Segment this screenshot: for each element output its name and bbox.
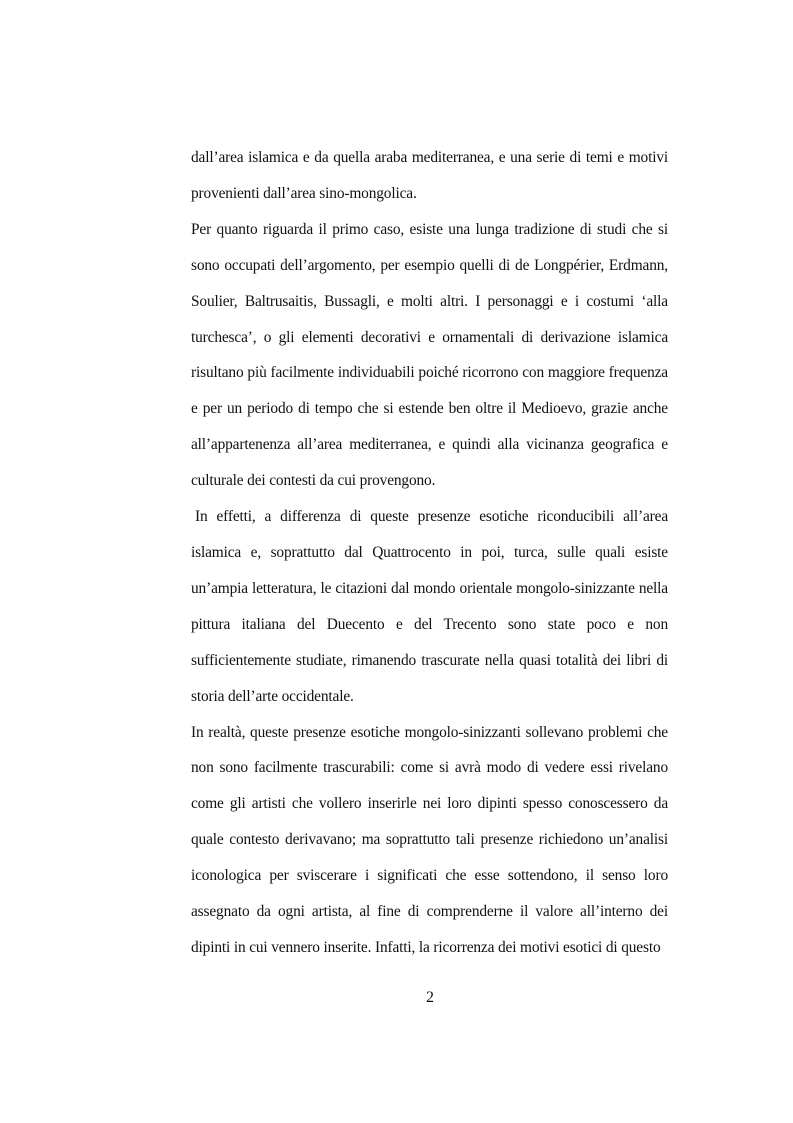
paragraph-continuation: dall’area islamica e da quella araba mediterranea, e una serie di temi e motivi provenienti dall’area sino-mongolica. [191,149,668,202]
paragraph-studies: Per quanto riguarda il primo caso, esiste una lunga tradizione di studi che si sono occupati dell’argomento, per esempio quelli di de Longpérier, Erdmann, Soulier, Baltrusaitis, Bussagli, e molti altri. I personaggi e i costumi ‘alla turchesca’, o gli elementi decorativi e ornamentali di derivazione islamica risultano più facilmente individuabili poiché ricorrono con maggiore frequenza e per un periodo di tempo che si estende ben oltre il Medioevo, grazie anche all’appartenenza all’area mediterranea, e quindi alla vicinanza geografica e culturale dei contesti da cui provengono. [191,220,668,490]
page-number: 2 [426,989,434,1006]
body-text [191,140,668,966]
paragraph-differences: In effetti, a differenza di queste presenze esotiche riconducibili all’area islamica e, soprattutto dal Quattrocento in poi, turca, sulle quali esiste un’ampia letteratura, le citazioni dal mondo orientale mongolo-sinizzante nella pittura italiana del Duecento e del Trecento sono state poco e non sufficientemente studiate, rimanendo trascurate nella quasi totalità dei libri di storia dell’arte occidentale. [191,508,668,705]
paragraph-reality: In realtà, queste presenze esotiche mongolo-sinizzanti sollevano problemi che non sono facilmente trascurabili: come si avrà modo di vedere essi rivelano come gli artisti che vollero inserirle nei loro dipinti spesso conoscessero da quale contesto derivavano; ma soprattutto tali presenze richiedono un’analisi iconologica per sviscerare i significati che esse sottendono, il senso loro assegnato da ogni artista, al fine di comprenderne il valore all’interno dei dipinti in cui vennero inserite. Infatti, la ricorrenza dei motivi esotici di questo [191,723,668,956]
